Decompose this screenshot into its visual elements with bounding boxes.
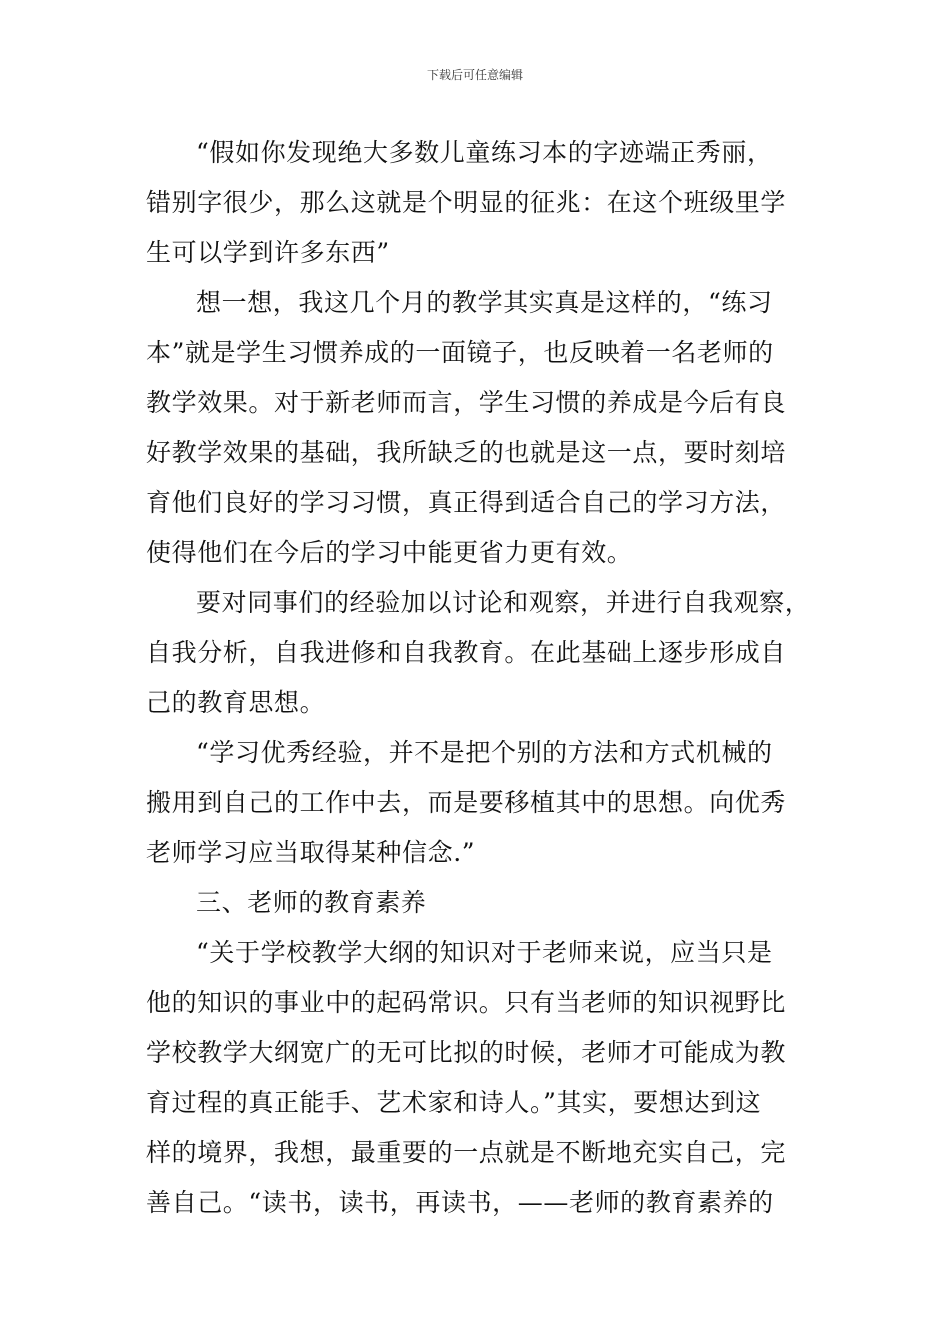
text-line: “学习优秀经验，并不是把个别的方法和方式机械的 bbox=[196, 738, 773, 767]
text-line: 老师学习应当取得某种信念.” bbox=[146, 838, 476, 867]
text-line: 好教学效果的基础，我所缺乏的也就是这一点，要时刻培 bbox=[146, 438, 787, 467]
text-line: 学校教学大纲宽广的无可比拟的时候，老师才可能成为教 bbox=[146, 1038, 787, 1067]
text-line: 自我分析，自我进修和自我教育。在此基础上逐步形成自 bbox=[146, 638, 787, 667]
text-line: 善自己。“读书，读书，再读书，——老师的教育素养的 bbox=[146, 1188, 774, 1217]
text-line: “关于学校教学大纲的知识对于老师来说，应当只是 bbox=[196, 938, 773, 967]
text-line: 要对同事们的经验加以讨论和观察，并进行自我观察， bbox=[196, 588, 811, 617]
text-line: 样的境界，我想，最重要的一点就是不断地充实自己，完 bbox=[146, 1138, 787, 1167]
text-line: 育过程的真正能手、艺术家和诗人。”其实，要想达到这 bbox=[146, 1088, 762, 1117]
section-heading: 三、老师的教育素养 bbox=[196, 888, 427, 917]
text-line: 本”就是学生习惯养成的一面镜子，也反映着一名老师的 bbox=[146, 338, 774, 367]
text-line: 使得他们在今后的学习中能更省力更有效。 bbox=[146, 538, 633, 567]
text-line: 育他们良好的学习习惯，真正得到适合自己的学习方法， bbox=[146, 488, 787, 517]
document-body bbox=[146, 128, 811, 1228]
text-line: 生可以学到许多东西” bbox=[146, 238, 390, 267]
text-line: 他的知识的事业中的起码常识。只有当老师的知识视野比 bbox=[146, 988, 787, 1017]
page-header: 下载后可任意编辑 bbox=[426, 68, 523, 82]
text-line: 教学效果。对于新老师而言，学生习惯的养成是今后有良 bbox=[146, 388, 787, 417]
text-line: 错别字很少，那么这就是个明显的征兆：在这个班级里学 bbox=[146, 188, 787, 217]
text-line: “假如你发现绝大多数儿童练习本的字迹端正秀丽， bbox=[196, 138, 773, 167]
text-line: 己的教育思想。 bbox=[146, 688, 326, 717]
text-line: 搬用到自己的工作中去，而是要移植其中的思想。向优秀 bbox=[146, 788, 787, 817]
text-line: 想一想，我这几个月的教学其实真是这样的，“练习 bbox=[196, 288, 773, 317]
